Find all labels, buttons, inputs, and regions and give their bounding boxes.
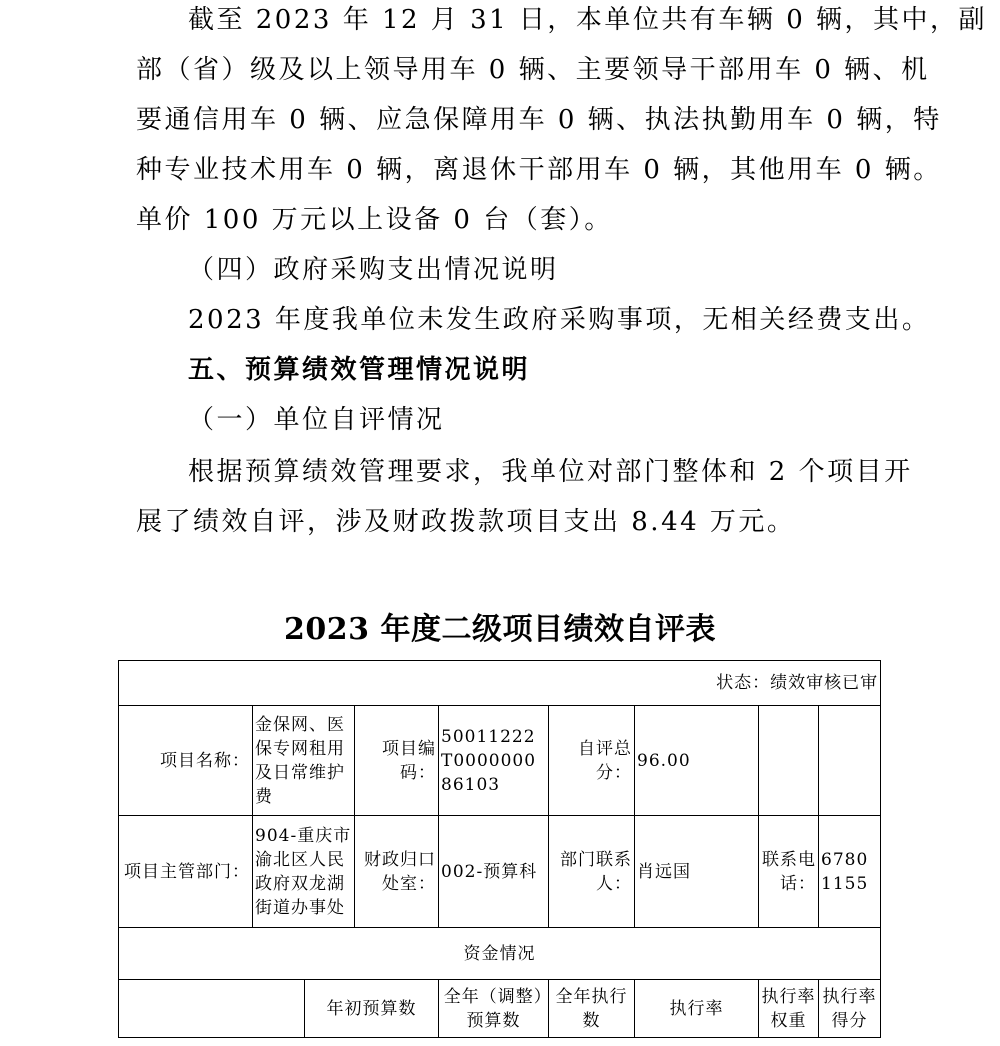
dept-value: 904-重庆市渝北区人民政府双龙湖街道办事处	[253, 816, 355, 928]
funds-header: 资金情况	[119, 928, 881, 980]
paragraph-line: 展了绩效自评，涉及财政拨款项目支出 8.44 万元。	[136, 507, 796, 537]
contact-value: 肖远国	[635, 816, 759, 928]
phone-value: 67801155	[819, 816, 881, 928]
paragraph-line: 部（省）级及以上领导用车 0 辆、主要领导干部用车 0 辆、机	[136, 55, 930, 85]
col-initial-budget: 年初预算数	[305, 980, 439, 1038]
paragraph-line: 根据预算绩效管理要求，我单位对部门整体和 2 个项目开	[188, 457, 913, 487]
dept-label: 项目主管部门：	[119, 816, 253, 928]
paragraph-line: 种专业技术用车 0 辆，离退休干部用车 0 辆，其他用车 0 辆。	[136, 155, 942, 185]
section-heading: （四）政府采购支出情况说明	[188, 255, 559, 285]
col-rate: 执行率	[635, 980, 759, 1038]
col-adjusted-budget: 全年（调整）预算数	[439, 980, 549, 1038]
col-execution: 全年执行数	[549, 980, 635, 1038]
col-rate-weight: 执行率权重	[759, 980, 819, 1038]
paragraph-line: 单价 100 万元以上设备 0 台（套）。	[136, 205, 613, 235]
project-name-value: 金保网、医保专网租用及日常维护费	[253, 706, 355, 816]
col-rate-score: 执行率得分	[819, 980, 881, 1038]
table-title: 2023 年度二级项目绩效自评表	[284, 612, 716, 647]
empty-cell	[759, 706, 819, 816]
paragraph-line: 要通信用车 0 辆、应急保障用车 0 辆、执法执勤用车 0 辆，特	[136, 105, 942, 135]
status-badge: 状态：绩效审核已审	[119, 661, 881, 706]
project-code-label: 项目编码：	[355, 706, 439, 816]
empty-cell	[119, 980, 305, 1038]
performance-table	[118, 660, 881, 1038]
paragraph-line: 截至 2023 年 12 月 31 日，本单位共有车辆 0 辆，其中，副	[188, 5, 987, 35]
paragraph-line: 2023 年度我单位未发生政府采购事项，无相关经费支出。	[188, 305, 931, 335]
empty-cell	[819, 706, 881, 816]
section-heading: 五、预算绩效管理情况说明	[188, 355, 531, 385]
score-value: 96.00	[635, 706, 759, 816]
finance-office-value: 002-预算科	[439, 816, 549, 928]
project-code-value: 50011222T000000086103	[439, 706, 549, 816]
contact-label: 部门联系人：	[549, 816, 635, 928]
phone-label: 联系电话：	[759, 816, 819, 928]
project-name-label: 项目名称：	[119, 706, 253, 816]
finance-office-label: 财政归口处室：	[355, 816, 439, 928]
score-label: 自评总分：	[549, 706, 635, 816]
section-heading: （一）单位自评情况	[188, 405, 445, 435]
